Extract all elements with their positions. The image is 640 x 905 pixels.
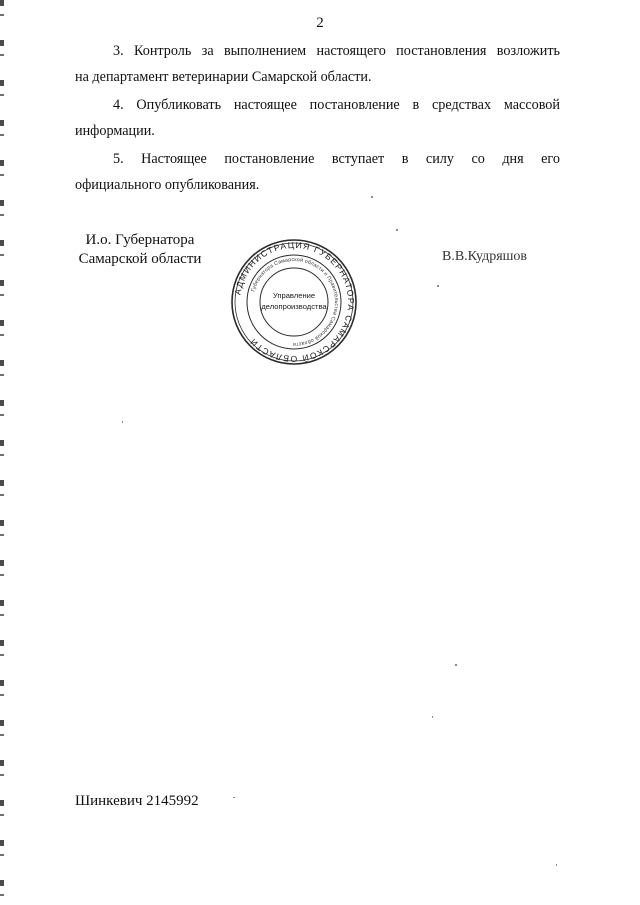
- signer-title-line: Самарской области: [78, 251, 202, 267]
- scan-speck: [437, 285, 439, 287]
- scan-speck: [396, 229, 398, 231]
- paragraph-line: 4. Опубликовать настоящее постановление в средствах массовой: [113, 97, 560, 113]
- stamp-center-line: Управление: [272, 291, 316, 300]
- paragraph-4: [75, 92, 560, 144]
- scan-speck: [371, 196, 373, 198]
- scan-speck: [556, 864, 557, 866]
- scan-edge-artifact: [0, 0, 4, 905]
- signer-title-line: И.о. Губернатора: [85, 232, 195, 248]
- signer-title: [75, 231, 205, 269]
- paragraph-5: [75, 146, 560, 198]
- paragraph-line: официального опубликования.: [75, 177, 260, 193]
- scan-speck: [455, 664, 457, 666]
- stamp-center-line: делопроизводства: [261, 302, 327, 311]
- paragraph-line: 5. Настоящее постановление вступает в силу со дня его: [113, 151, 560, 167]
- scan-speck: [122, 421, 123, 423]
- scan-speck: [233, 797, 235, 798]
- stamp-inner-text: Губернатора Самарской области и Правительства Самарской области: [250, 256, 340, 348]
- paragraph-3: [75, 38, 560, 90]
- official-stamp: [230, 238, 358, 366]
- executor-footer: Шинкевич 2145992: [75, 793, 199, 809]
- paragraph-line: информации.: [75, 123, 155, 139]
- paragraph-line: на департамент ветеринарии Самарской области.: [75, 69, 372, 85]
- stamp-outer-text: АДМИНИСТРАЦИЯ ГУБЕРНАТОРА САМАРСКОЙ ОБЛАСТИ: [232, 239, 357, 365]
- scan-speck: [432, 716, 433, 718]
- paragraph-line: 3. Контроль за выполнением настоящего постановления возложить: [113, 43, 560, 59]
- signer-name: В.В.Кудряшов: [442, 249, 528, 264]
- page-number: 2: [316, 15, 324, 31]
